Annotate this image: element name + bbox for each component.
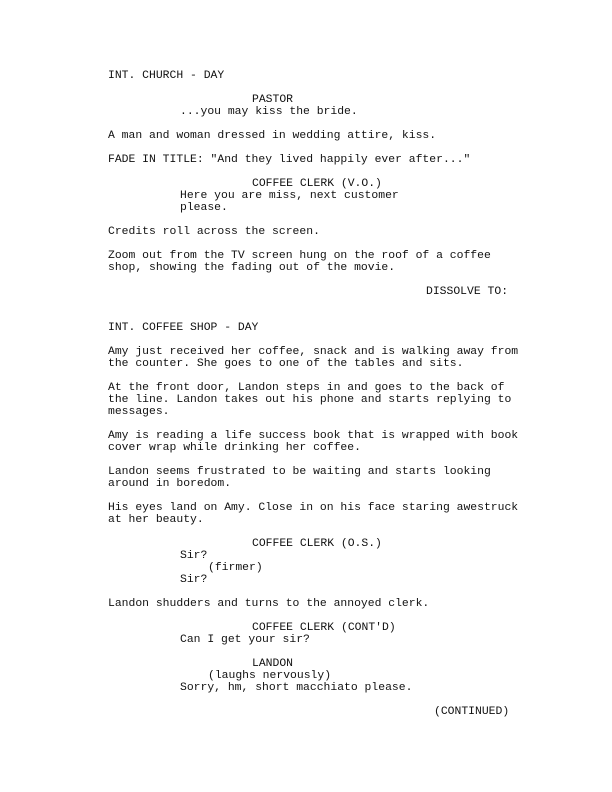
action-line: at her beauty. — [108, 514, 204, 526]
transition: DISSOLVE TO: — [426, 286, 509, 298]
action-line: Amy just received her coffee, snack and is walking away from — [108, 346, 519, 358]
dialogue-line: please. — [180, 202, 228, 214]
parenthetical: (laughs nervously) — [208, 670, 332, 682]
action-line: the line. Landon takes out his phone and starts replying to — [108, 394, 512, 406]
continued-marker: (CONTINUED) — [434, 706, 510, 718]
action-line: cover wrap while drinking her coffee. — [108, 442, 361, 454]
action-line: Credits roll across the screen. — [108, 226, 320, 238]
character-name: LANDON — [252, 658, 294, 670]
action-line: At the front door, Landon steps in and goes to the back of — [108, 382, 505, 394]
dialogue-line: Can I get your sir? — [180, 634, 310, 646]
scene-heading: INT. CHURCH - DAY — [108, 70, 225, 82]
action-line: shop, showing the fading out of the movie. — [108, 262, 396, 274]
dialogue-line: ...you may kiss the bride. — [180, 106, 358, 118]
dialogue-line: Sir? — [180, 550, 208, 562]
character-name: COFFEE CLERK (O.S.) — [252, 538, 382, 550]
action-line: Landon seems frustrated to be waiting and starts looking — [108, 466, 491, 478]
action-line: A man and woman dressed in wedding attire, kiss. — [108, 130, 437, 142]
character-name: COFFEE CLERK (V.O.) — [252, 178, 382, 190]
action-line: Zoom out from the TV screen hung on the roof of a coffee — [108, 250, 491, 262]
action-line: His eyes land on Amy. Close in on his face staring awestruck — [108, 502, 519, 514]
action-line: messages. — [108, 406, 170, 418]
dialogue-line: Here you are miss, next customer — [180, 190, 399, 202]
parenthetical: (firmer) — [208, 562, 263, 574]
scene-heading: INT. COFFEE SHOP - DAY — [108, 322, 259, 334]
character-name: COFFEE CLERK — [252, 622, 335, 634]
action-line: Landon shudders and turns to the annoyed clerk. — [108, 598, 430, 610]
action-line: Amy is reading a life success book that is wrapped with book — [108, 430, 519, 442]
dialogue-line: Sorry, hm, short macchiato please. — [180, 682, 413, 694]
action-line: FADE IN TITLE: "And they lived happily ever after..." — [108, 154, 471, 166]
character-name: PASTOR — [252, 94, 294, 106]
dialogue-line: Sir? — [180, 574, 208, 586]
action-line: the counter. She goes to one of the tables and sits. — [108, 358, 464, 370]
action-line: around in boredom. — [108, 478, 232, 490]
character-extension: (CONT'D) — [341, 622, 396, 634]
